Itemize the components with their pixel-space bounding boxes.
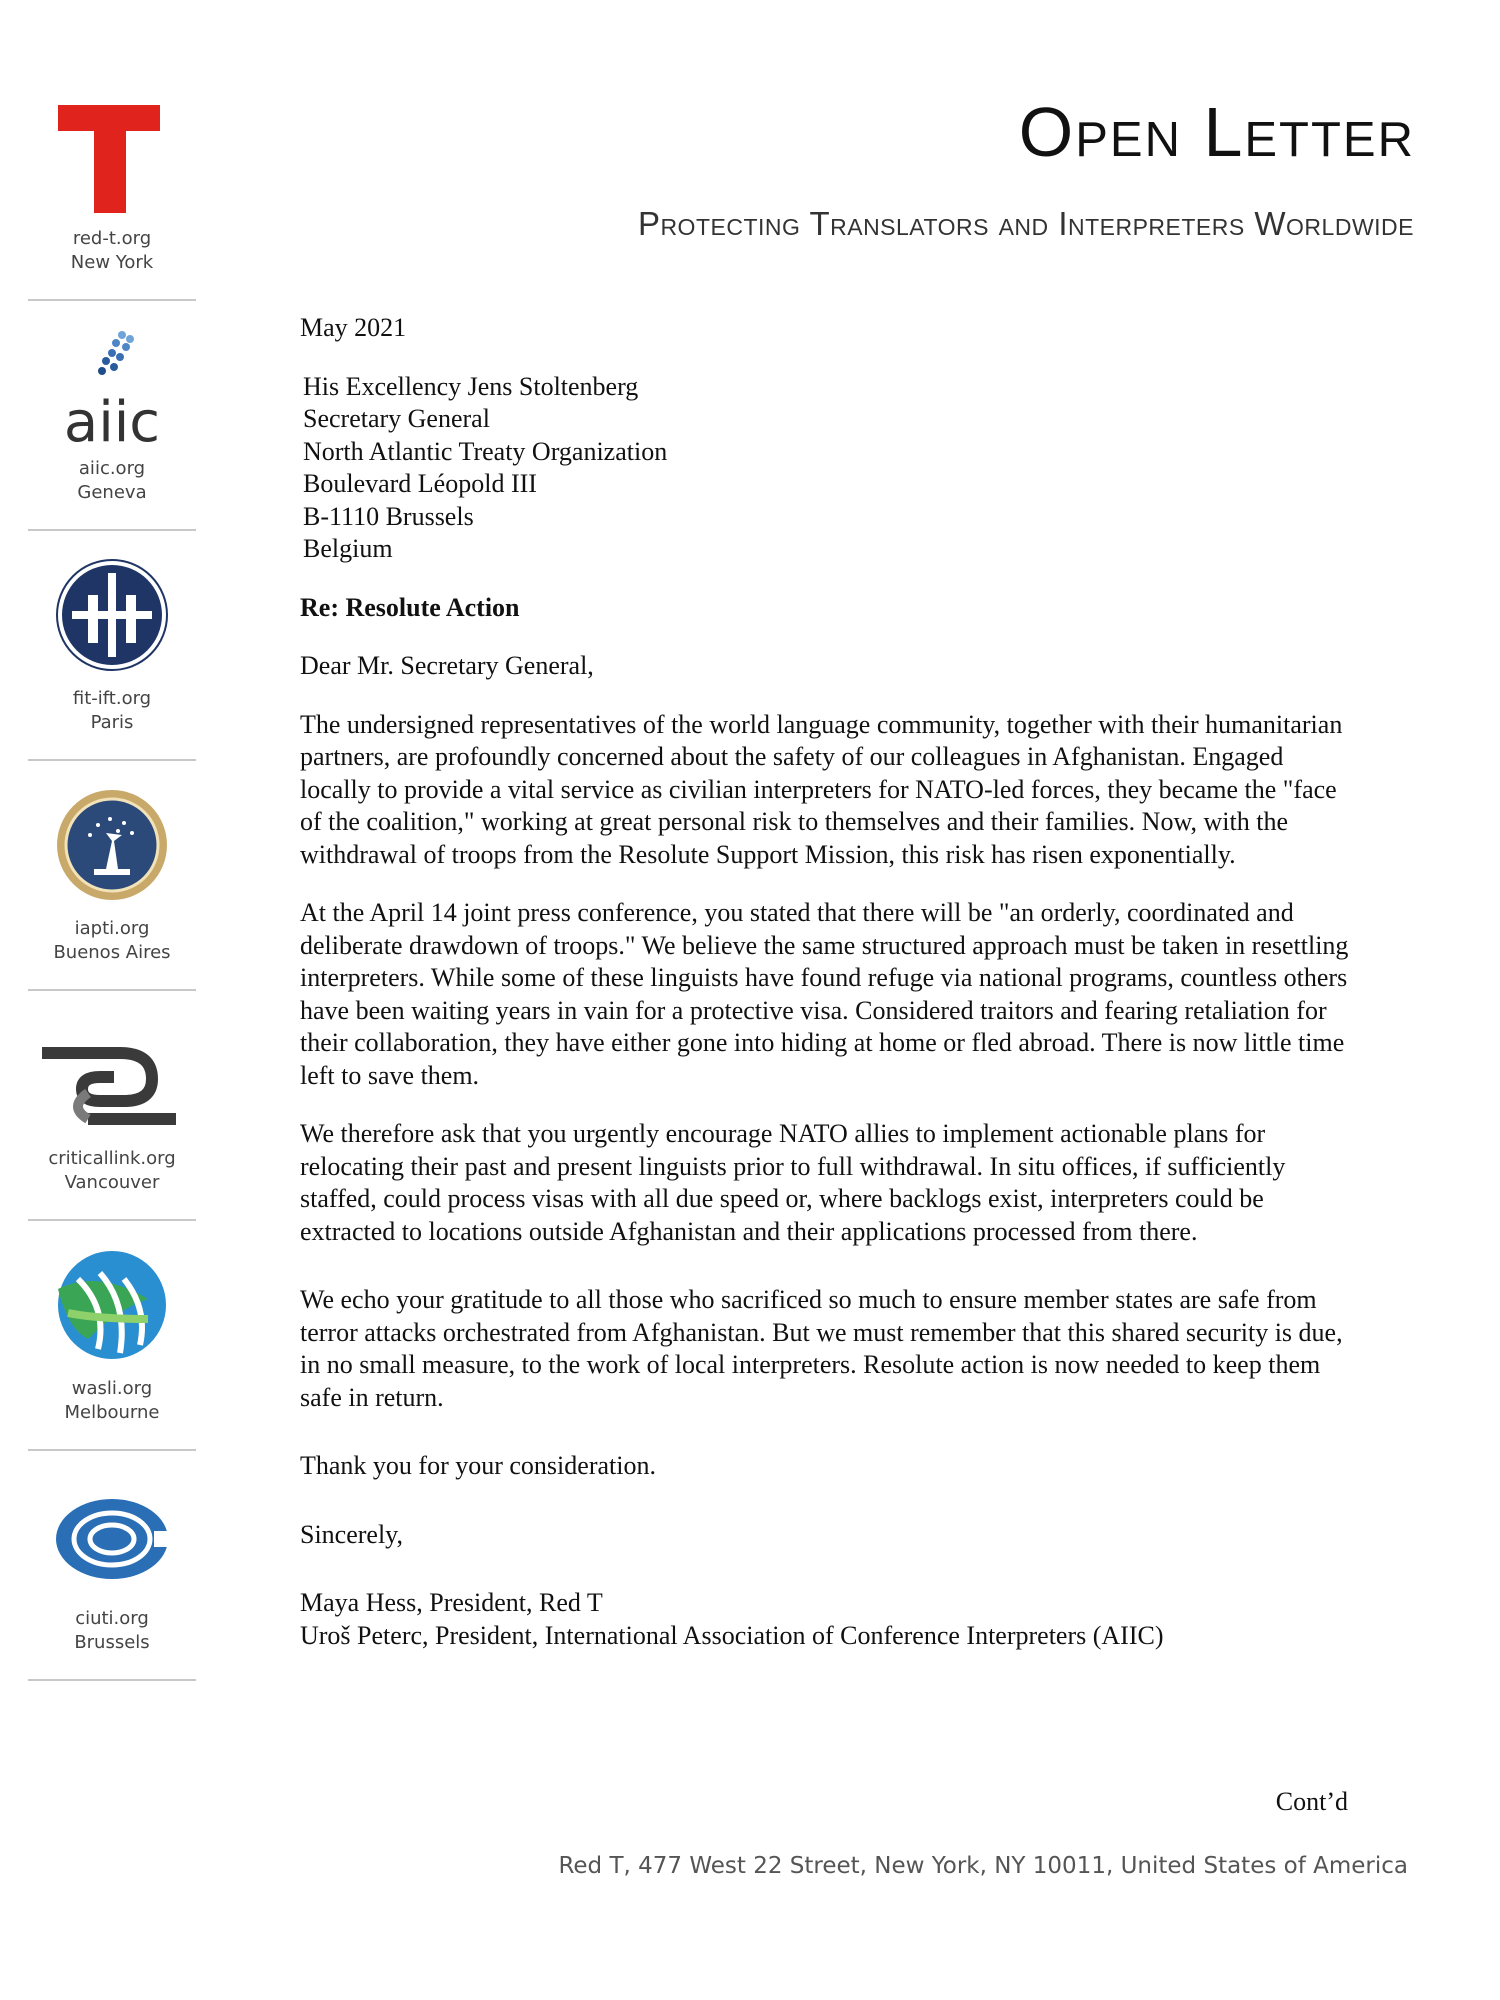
- continued-marker: Cont’d: [1275, 1787, 1348, 1816]
- letter-body: [300, 312, 1360, 1652]
- salutation: Dear Mr. Secretary General,: [300, 651, 594, 680]
- org-site: iapti.org: [74, 918, 150, 939]
- signatory: Uroš Peterc, President, International Association of Conference Interpreters (AIIC): [300, 1620, 1164, 1650]
- signatory-list: [300, 1587, 1360, 1652]
- org-city: Geneva: [77, 482, 147, 503]
- wasli-logo-icon: [28, 1249, 196, 1369]
- closing: Sincerely,: [300, 1519, 403, 1549]
- address-line: Belgium: [303, 534, 393, 563]
- org-city: New York: [70, 252, 154, 273]
- critical-link-logo-icon: [28, 1023, 196, 1133]
- divider: [28, 759, 196, 761]
- red-t-logo-icon: [28, 105, 196, 215]
- org-site: fit-ift.org: [72, 688, 152, 709]
- subject-line: Re: Resolute Action: [300, 592, 520, 622]
- signatory: Maya Hess, President, Red T: [300, 1588, 603, 1617]
- fit-logo-icon: [28, 559, 196, 679]
- address-line: Boulevard Léopold III: [303, 469, 537, 498]
- org-city: Vancouver: [64, 1172, 160, 1193]
- recipient-address: [300, 371, 1360, 566]
- divider: [28, 1449, 196, 1451]
- org-site: wasli.org: [71, 1378, 153, 1399]
- address-line: North Atlantic Treaty Organization: [303, 436, 668, 466]
- letter-subtitle: Protecting Translators and Interpreters Worldwide: [637, 205, 1414, 242]
- org-city: Paris: [90, 712, 134, 733]
- divider: [28, 989, 196, 991]
- thanks-line: Thank you for your consideration.: [300, 1451, 656, 1480]
- body-paragraph: We echo your gratitude to all those who sacrificed so much to ensure member states are safe from terror attacks orchestrated from Afghanistan. But we must remember that this shared security is due, in no small measure, to the work of local interpreters. Resolute action is now needed to keep them safe in return.: [300, 1285, 1343, 1412]
- body-paragraph: At the April 14 joint press conference, you stated that there will be "an orderly, coordinated and deliberate drawdown of troops." We believe the same structured approach must be taken in resettling interpreters. While some of these linguists have found refuge via national programs, countless others have been waiting years in vain for a protective visa. Considered traitors and fearing retaliation for their collaboration, they have either gone into hiding at home or fled abroad. There is now little time left to save them.: [300, 898, 1349, 1090]
- aiic-logo-icon: [28, 329, 196, 449]
- org-city: Melbourne: [64, 1402, 160, 1423]
- letter-date: May 2021: [300, 313, 407, 342]
- footer-address: Red T, 477 West 22 Street, New York, NY 10011, United States of America: [558, 1853, 1408, 1879]
- org-city: Buenos Aires: [53, 942, 171, 963]
- ciuti-logo-icon: [28, 1487, 196, 1597]
- address-line: Secretary General: [303, 404, 490, 433]
- divider: [28, 299, 196, 301]
- body-paragraph: The undersigned representatives of the world language community, together with their humanitarian partners, are profoundly concerned about the safety of our colleagues in Afghanistan. Engaged locally to provide a vital service as civilian interpreters for NATO-led forces, they became the "face of the coalition," working at great personal risk to themselves and their families. Now, with the withdrawal of troops from the Resolute Support Mission, this risk has risen exponentially.: [300, 709, 1343, 869]
- letter-title: Open Letter: [1018, 93, 1415, 171]
- body-paragraph: We therefore ask that you urgently encourage NATO allies to implement actionable plans for relocating their past and present linguists prior to full withdrawal. In situ offices, if sufficiently staffed, could process visas with all due speed or, where backlogs exist, interpreters could be extracted to locations outside Afghanistan and their applications processed from there.: [300, 1119, 1286, 1246]
- org-site: aiic.org: [78, 458, 146, 479]
- divider: [28, 1219, 196, 1221]
- org-site: ciuti.org: [75, 1608, 149, 1629]
- address-line: B-1110 Brussels: [303, 501, 474, 531]
- iapti-seal-icon: [28, 789, 196, 909]
- address-line: His Excellency Jens Stoltenberg: [303, 371, 639, 401]
- divider: [28, 529, 196, 531]
- divider: [28, 1679, 196, 1681]
- org-site: criticallink.org: [48, 1148, 176, 1169]
- org-city: Brussels: [74, 1632, 150, 1653]
- org-site: red-t.org: [72, 228, 152, 249]
- aiic-wordmark: aiic: [63, 390, 161, 449]
